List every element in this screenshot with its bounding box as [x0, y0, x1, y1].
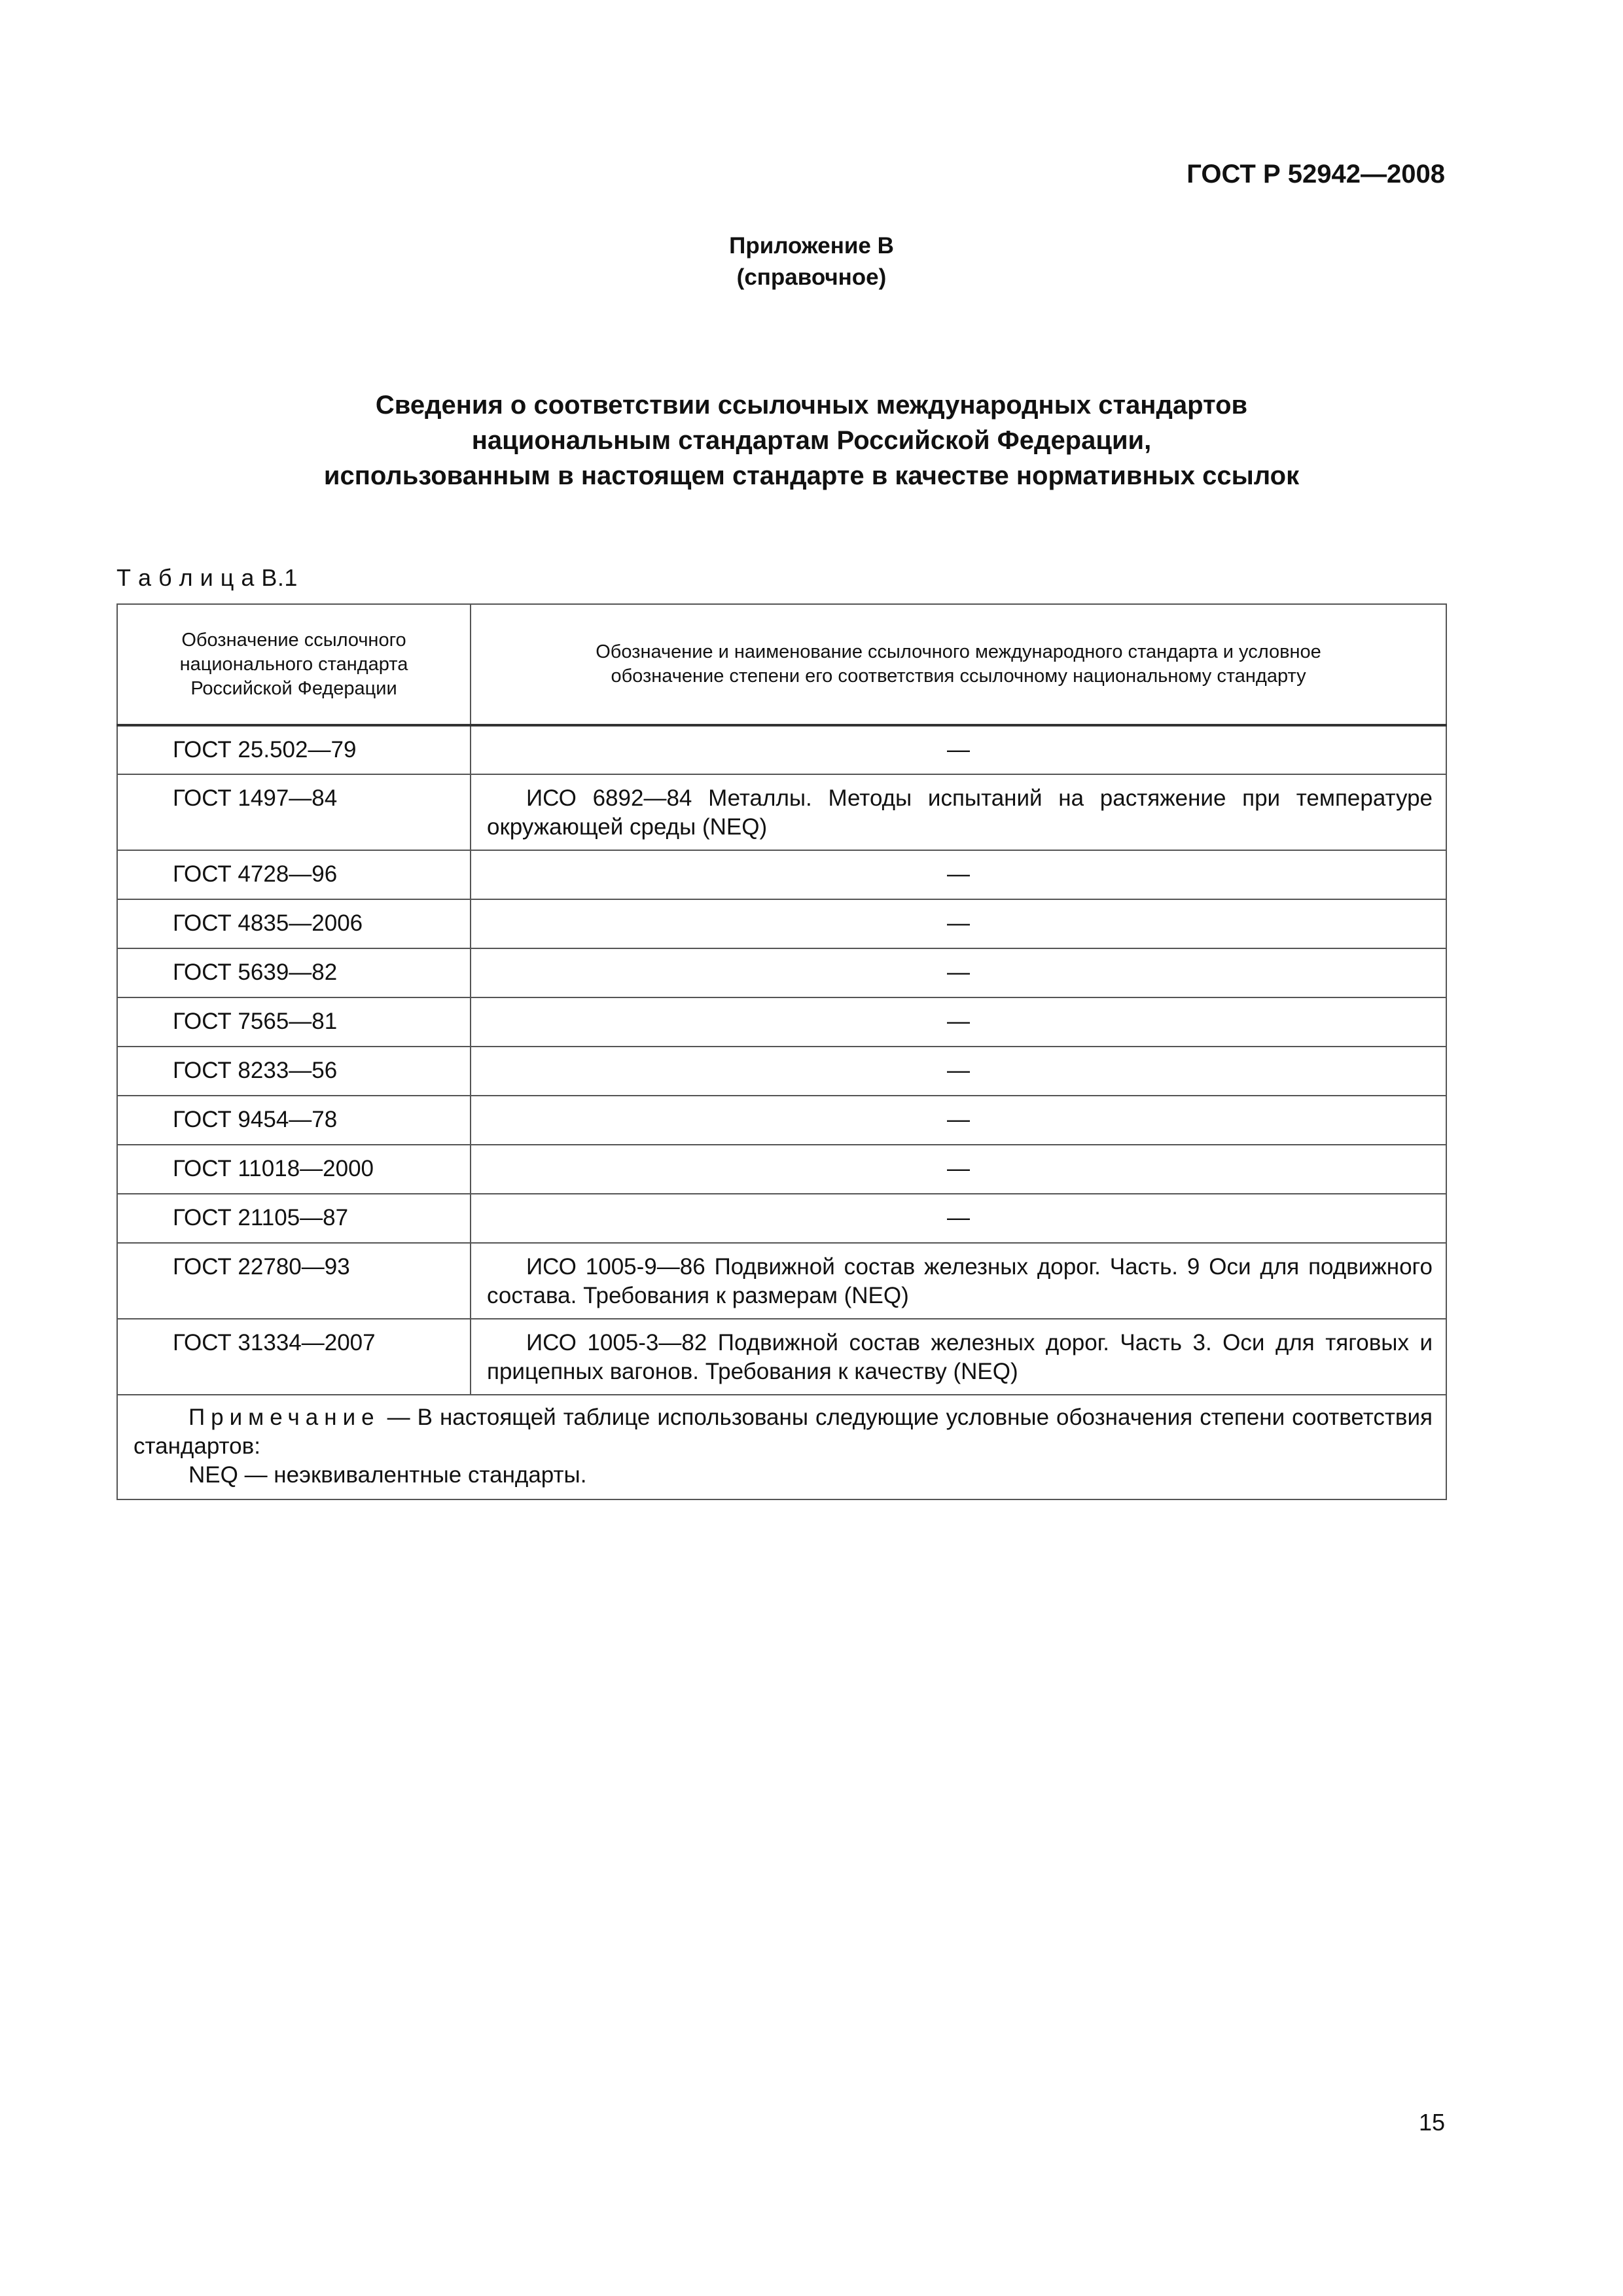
cell-reference	[471, 1243, 1446, 1319]
table-note	[117, 1395, 1446, 1499]
cell-standard: ГОСТ 11018—2000	[117, 1145, 471, 1194]
cell-reference: —	[471, 1047, 1446, 1096]
cell-reference: —	[471, 1145, 1446, 1194]
table-note-row	[117, 1395, 1446, 1499]
header-line: Российской Федерации	[190, 677, 397, 699]
appendix-heading	[0, 230, 1623, 293]
standards-table	[116, 603, 1447, 1500]
cell-standard: ГОСТ 4728—96	[117, 850, 471, 899]
table-header-row	[117, 604, 1446, 725]
appendix-title: Приложение В	[729, 233, 894, 259]
cell-standard: ГОСТ 5639—82	[117, 948, 471, 997]
cell-standard: ГОСТ 1497—84	[117, 774, 471, 850]
table-row	[117, 1047, 1446, 1096]
table-row	[117, 1096, 1446, 1145]
header-international-standard	[471, 604, 1446, 725]
cell-reference-text: ИСО 1005-3—82 Подвижной состав железных дорог. Часть 3. Оси для тяговых и прицепных вагонов. Требования к качеству (NEQ)	[487, 1330, 1433, 1384]
cell-reference: —	[471, 1096, 1446, 1145]
section-title-line: национальным стандартам Российской Федерации,	[471, 426, 1152, 455]
note-body: — В настоящей таблице использованы следующие условные обозначения степени соответствия стандартов:	[134, 1405, 1433, 1459]
section-title	[0, 387, 1623, 493]
table-row	[117, 1319, 1446, 1395]
cell-standard: ГОСТ 4835—2006	[117, 899, 471, 948]
table-row	[117, 1243, 1446, 1319]
cell-reference: —	[471, 850, 1446, 899]
cell-reference-text: ИСО 6892—84 Металлы. Методы испытаний на растяжение при температуре окружающей среды (NEQ)	[487, 785, 1433, 840]
cell-standard: ГОСТ 9454—78	[117, 1096, 471, 1145]
note-text	[134, 1403, 1433, 1461]
table-caption: Т а б л и ц а В.1	[116, 564, 298, 591]
table-row	[117, 948, 1446, 997]
cell-reference-text: ИСО 1005-9—86 Подвижной состав железных дорог. Часть. 9 Оси для подвижного состава. Требования к размерам (NEQ)	[487, 1254, 1433, 1308]
header-line: национального стандарта	[179, 653, 408, 675]
header-line: Обозначение и наименование ссылочного международного стандарта и условное	[596, 641, 1321, 662]
header-line: обозначение степени его соответствия ссылочному национальному стандарту	[611, 666, 1306, 687]
note-label: Примечание	[188, 1405, 380, 1430]
table-row	[117, 1194, 1446, 1243]
cell-reference	[471, 1319, 1446, 1395]
appendix-subtitle: (справочное)	[736, 264, 887, 290]
table-row	[117, 997, 1446, 1047]
section-title-line: Сведения о соответствии ссылочных международных стандартов	[375, 391, 1248, 420]
section-title-line: использованным в настоящем стандарте в качестве нормативных ссылок	[323, 461, 1300, 490]
table-row	[117, 725, 1446, 774]
table-row	[117, 1145, 1446, 1194]
cell-standard: ГОСТ 31334—2007	[117, 1319, 471, 1395]
cell-reference: —	[471, 899, 1446, 948]
cell-reference	[471, 774, 1446, 850]
document-code: ГОСТ Р 52942—2008	[1186, 160, 1445, 188]
header-line: Обозначение ссылочного	[181, 629, 406, 651]
table-row	[117, 850, 1446, 899]
cell-reference: —	[471, 948, 1446, 997]
header-national-standard	[117, 604, 471, 725]
cell-standard: ГОСТ 22780—93	[117, 1243, 471, 1319]
cell-reference: —	[471, 1194, 1446, 1243]
cell-standard: ГОСТ 8233—56	[117, 1047, 471, 1096]
table-row	[117, 774, 1446, 850]
cell-reference: —	[471, 725, 1446, 774]
cell-reference: —	[471, 997, 1446, 1047]
cell-standard: ГОСТ 21105—87	[117, 1194, 471, 1243]
table-row	[117, 899, 1446, 948]
note-neq: NEQ — неэквивалентные стандарты.	[188, 1462, 587, 1488]
page-number: 15	[1418, 2109, 1445, 2136]
cell-standard: ГОСТ 25.502—79	[117, 725, 471, 774]
cell-standard: ГОСТ 7565—81	[117, 997, 471, 1047]
